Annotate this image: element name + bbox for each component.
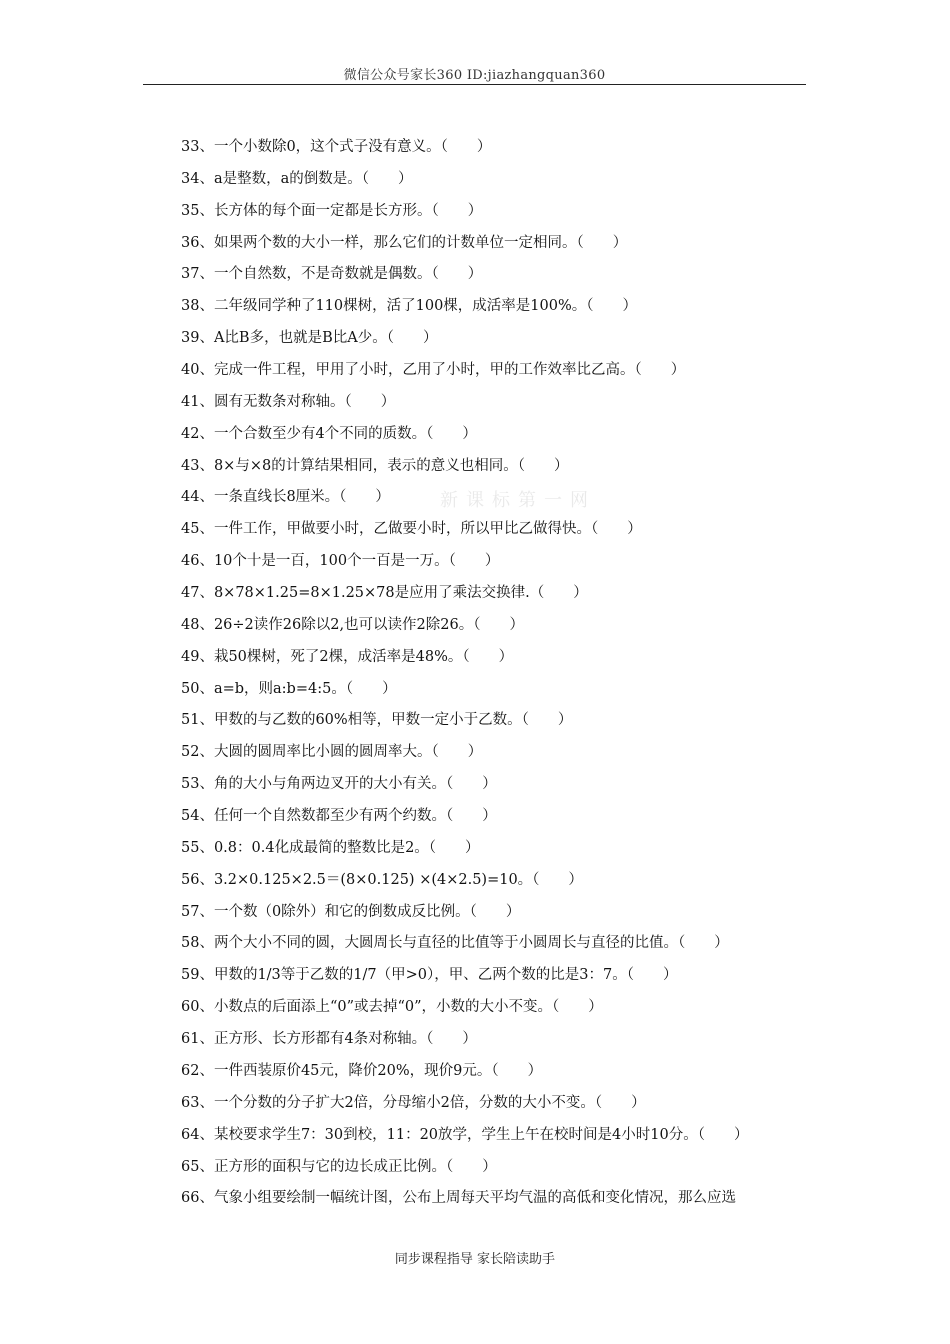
question-list bbox=[181, 136, 811, 1219]
question-item: 58、两个大小不同的圆，大圆周长与直径的比值等于小圆周长与直径的比值。（ ） bbox=[181, 935, 729, 952]
question-item: 44、一条直线长8厘米。（ ） bbox=[181, 489, 390, 506]
question-item: 65、正方形的面积与它的边长成正比例。（ ） bbox=[181, 1158, 497, 1175]
question-item: 54、任何一个自然数都至少有两个约数。（ ） bbox=[181, 808, 497, 825]
question-item: 40、完成一件工程，甲用了小时，乙用了小时，甲的工作效率比乙高。（ ） bbox=[181, 362, 686, 379]
question-item: 41、圆有无数条对称轴。（ ） bbox=[181, 393, 396, 410]
question-item: 59、甲数的1/3等于乙数的1/7（甲>0），甲、乙两个数的比是3：7。（ ） bbox=[181, 967, 678, 984]
question-item: 48、26÷2读作26除以2,也可以读作2除26。（ ） bbox=[181, 616, 524, 633]
question-item: 39、A比B多，也就是B比A少。（ ） bbox=[181, 330, 438, 347]
question-item: 46、10个十是一百，100个一百是一万。（ ） bbox=[181, 553, 500, 570]
question-item: 55、0.8：0.4化成最简的整数比是2。（ ） bbox=[181, 839, 480, 856]
question-item: 66、气象小组要绘制一幅统计图，公布上周每天平均气温的高低和变化情况，那么应选 bbox=[181, 1190, 736, 1207]
question-item: 51、甲数的与乙数的60%相等，甲数一定小于乙数。（ ） bbox=[181, 712, 573, 729]
question-item: 50、a=b，则a:b=4:5。（ ） bbox=[181, 680, 397, 697]
page-footer: 同步课程指导 家长陪读助手 bbox=[394, 1252, 556, 1267]
question-item: 49、栽50棵树，死了2棵，成活率是48%。（ ） bbox=[181, 648, 514, 665]
question-item: 62、一件西装原价45元，降价20%，现价9元。（ ） bbox=[181, 1062, 543, 1079]
question-item: 34、a是整数，a的倒数是。（ ） bbox=[181, 170, 413, 187]
question-item: 43、8×与×8的计算结果相同，表示的意义也相同。（ ） bbox=[181, 457, 569, 474]
question-item: 45、一件工作，甲做要小时，乙做要小时，所以甲比乙做得快。（ ） bbox=[181, 521, 642, 538]
header-divider bbox=[143, 84, 806, 85]
question-item: 47、8×78×1.25=8×1.25×78是应用了乘法交换律.（ ） bbox=[181, 585, 588, 602]
page-header: 微信公众号家长360 ID:jiazhangquan360 bbox=[343, 68, 606, 83]
question-item: 61、正方形、长方形都有4条对称轴。（ ） bbox=[181, 1031, 477, 1048]
question-item: 38、二年级同学种了110棵树，活了100棵，成活率是100%。（ ） bbox=[181, 298, 638, 315]
question-item: 42、一个合数至少有4个不同的质数。（ ） bbox=[181, 425, 477, 442]
question-item: 33、一个小数除0，这个式子没有意义。（ ） bbox=[181, 139, 492, 155]
question-item: 35、长方体的每个面一定都是长方形。（ ） bbox=[181, 202, 483, 219]
question-item: 36、如果两个数的大小一样，那么它们的计数单位一定相同。（ ） bbox=[181, 234, 628, 251]
question-item: 57、一个数（0除外）和它的倒数成反比例。（ ） bbox=[181, 903, 521, 920]
question-item: 56、3.2×0.125×2.5＝(8×0.125) ×(4×2.5)=10。（ ） bbox=[181, 871, 583, 888]
question-item: 64、某校要求学生7：30到校，11：20放学，学生上午在校时间是4小时10分。（ ） bbox=[181, 1126, 749, 1143]
question-item: 60、小数点的后面添上“0”或去掉“0”，小数的大小不变。（ ） bbox=[181, 999, 603, 1016]
question-item: 53、角的大小与角两边叉开的大小有关。（ ） bbox=[181, 776, 497, 793]
question-item: 37、一个自然数，不是奇数就是偶数。（ ） bbox=[181, 266, 483, 283]
question-item: 63、一个分数的分子扩大2倍，分母缩小2倍，分数的大小不变。（ ） bbox=[181, 1094, 646, 1111]
watermark: 新课标第一网 bbox=[440, 490, 596, 511]
question-item: 52、大圆的圆周率比小圆的圆周率大。（ ） bbox=[181, 744, 483, 761]
